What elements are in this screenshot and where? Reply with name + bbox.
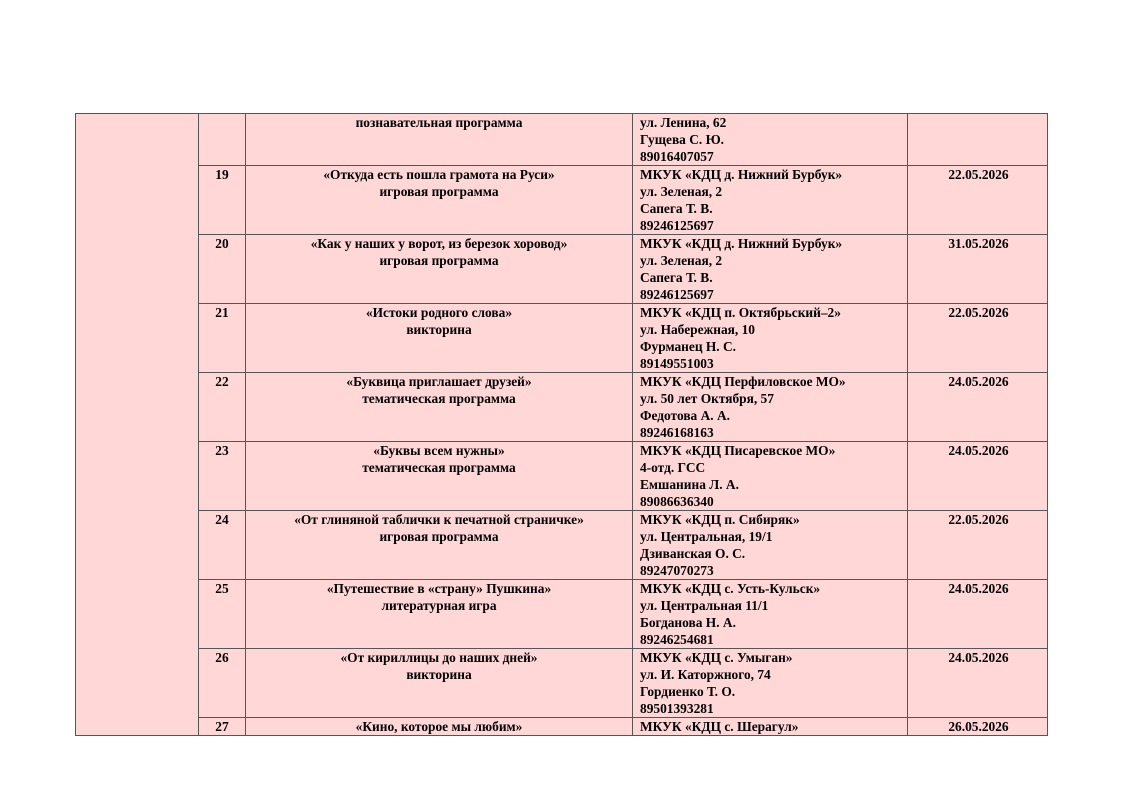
- venue-cell: [633, 373, 908, 442]
- venue-line: 89246254681: [640, 632, 714, 647]
- venue-line: МКУК «КДЦ д. Нижний Бурбук»: [640, 167, 843, 182]
- event-title: «Путешествие в «страну» Пушкина»: [326, 581, 552, 596]
- event-cell: [246, 580, 633, 649]
- table-row: [76, 304, 1048, 373]
- venue-line: МКУК «КДЦ д. Нижний Бурбук»: [640, 236, 843, 251]
- date-cell: 26.05.2026: [908, 718, 1048, 736]
- venue-line: ул. Ленина, 62: [640, 115, 727, 130]
- venue-line: ул. Зеленая, 2: [640, 253, 723, 268]
- venue-cell: [633, 580, 908, 649]
- date-cell: 31.05.2026: [908, 235, 1048, 304]
- venue-line: Гордиенко Т. О.: [640, 684, 736, 699]
- events-table-body: [76, 114, 1048, 736]
- row-number: 21: [199, 304, 246, 373]
- venue-line: 89149551003: [640, 356, 714, 371]
- event-type: тематическая программа: [362, 391, 516, 406]
- row-number: 26: [199, 649, 246, 718]
- event-title: «Как у наших у ворот, из березок хоровод»: [310, 236, 568, 251]
- venue-line: ул. 50 лет Октября, 57: [640, 391, 774, 406]
- venue-line: ул. Центральная 11/1: [640, 598, 769, 613]
- table-row: [76, 718, 1048, 736]
- venue-line: Федотова А. А.: [640, 408, 730, 423]
- table-row: [76, 442, 1048, 511]
- venue-cell: [633, 114, 908, 166]
- venue-cell: [633, 166, 908, 235]
- event-cell: [246, 718, 633, 736]
- table-row: [76, 373, 1048, 442]
- row-number: 27: [199, 718, 246, 736]
- merged-category-cell: [76, 114, 199, 736]
- event-cell: [246, 649, 633, 718]
- venue-line: ул. Центральная, 19/1: [640, 529, 773, 544]
- table-row: [76, 166, 1048, 235]
- event-cell: [246, 373, 633, 442]
- event-title: «Истоки родного слова»: [365, 305, 513, 320]
- event-cell: [246, 304, 633, 373]
- row-number: 19: [199, 166, 246, 235]
- venue-line: МКУК «КДЦ Писаревское МО»: [640, 443, 836, 458]
- event-type: литературная игра: [381, 598, 497, 613]
- date-cell: 22.05.2026: [908, 511, 1048, 580]
- venue-line: 89016407057: [640, 149, 714, 164]
- event-type: викторина: [406, 322, 472, 337]
- event-title: «Откуда есть пошла грамота на Руси»: [323, 167, 555, 182]
- event-title: «Кино, которое мы любим»: [355, 719, 523, 734]
- venue-line: Гущева С. Ю.: [640, 132, 725, 147]
- event-title: «От кириллицы до наших дней»: [340, 650, 538, 665]
- venue-line: Дзиванская О. С.: [640, 546, 746, 561]
- venue-line: 89247070273: [640, 563, 714, 578]
- event-cell: [246, 511, 633, 580]
- event-cell: [246, 166, 633, 235]
- venue-line: 89246125697: [640, 218, 714, 233]
- date-cell: [908, 114, 1048, 166]
- row-number: 23: [199, 442, 246, 511]
- venue-line: ул. Набережная, 10: [640, 322, 755, 337]
- event-type: познавательная программа: [355, 115, 523, 130]
- venue-line: 89501393281: [640, 701, 714, 716]
- date-cell: 24.05.2026: [908, 580, 1048, 649]
- venue-cell: [633, 235, 908, 304]
- event-cell: [246, 114, 633, 166]
- venue-cell: [633, 511, 908, 580]
- row-number: 24: [199, 511, 246, 580]
- venue-line: 89086636340: [640, 494, 714, 509]
- date-cell: 24.05.2026: [908, 649, 1048, 718]
- table-row: [76, 511, 1048, 580]
- events-table: [75, 113, 1048, 736]
- venue-cell: [633, 442, 908, 511]
- venue-line: МКУК «КДЦ с. Усть-Кульск»: [640, 581, 821, 596]
- event-type: игровая программа: [379, 253, 499, 268]
- event-cell: [246, 235, 633, 304]
- venue-line: МКУК «КДЦ п. Октябрьский–2»: [640, 305, 841, 320]
- venue-line: Емшанина Л. А.: [640, 477, 739, 492]
- date-cell: 22.05.2026: [908, 304, 1048, 373]
- date-cell: 24.05.2026: [908, 442, 1048, 511]
- date-cell: 22.05.2026: [908, 166, 1048, 235]
- event-type: игровая программа: [379, 184, 499, 199]
- event-cell: [246, 442, 633, 511]
- event-title: «От глиняной таблички к печатной страничке»: [294, 512, 584, 527]
- table-row: [76, 235, 1048, 304]
- venue-line: 89246168163: [640, 425, 714, 440]
- table-row: [76, 649, 1048, 718]
- venue-line: МКУК «КДЦ п. Сибиряк»: [640, 512, 800, 527]
- event-type: игровая программа: [379, 529, 499, 544]
- event-type: тематическая программа: [362, 460, 516, 475]
- venue-line: МКУК «КДЦ с. Шерагул»: [640, 719, 799, 734]
- venue-line: МКУК «КДЦ Перфиловское МО»: [640, 374, 846, 389]
- venue-line: МКУК «КДЦ с. Умыган»: [640, 650, 793, 665]
- venue-line: ул. Зеленая, 2: [640, 184, 723, 199]
- venue-line: Фурманец Н. С.: [640, 339, 737, 354]
- venue-line: 4-отд. ГСС: [640, 460, 706, 475]
- row-number: 25: [199, 580, 246, 649]
- venue-line: 89246125697: [640, 287, 714, 302]
- row-number: 20: [199, 235, 246, 304]
- event-type: викторина: [406, 667, 472, 682]
- table-row: [76, 580, 1048, 649]
- venue-line: Богданова Н. А.: [640, 615, 736, 630]
- event-title: «Буквы всем нужны»: [373, 443, 505, 458]
- venue-cell: [633, 718, 908, 736]
- date-cell: 24.05.2026: [908, 373, 1048, 442]
- venue-line: Сапега Т. В.: [640, 201, 713, 216]
- row-number: 22: [199, 373, 246, 442]
- venue-cell: [633, 649, 908, 718]
- event-title: «Буквица приглашает друзей»: [346, 374, 532, 389]
- row-number: [199, 114, 246, 166]
- venue-cell: [633, 304, 908, 373]
- table-row: [76, 114, 1048, 166]
- venue-line: ул. И. Каторжного, 74: [640, 667, 771, 682]
- venue-line: Сапега Т. В.: [640, 270, 713, 285]
